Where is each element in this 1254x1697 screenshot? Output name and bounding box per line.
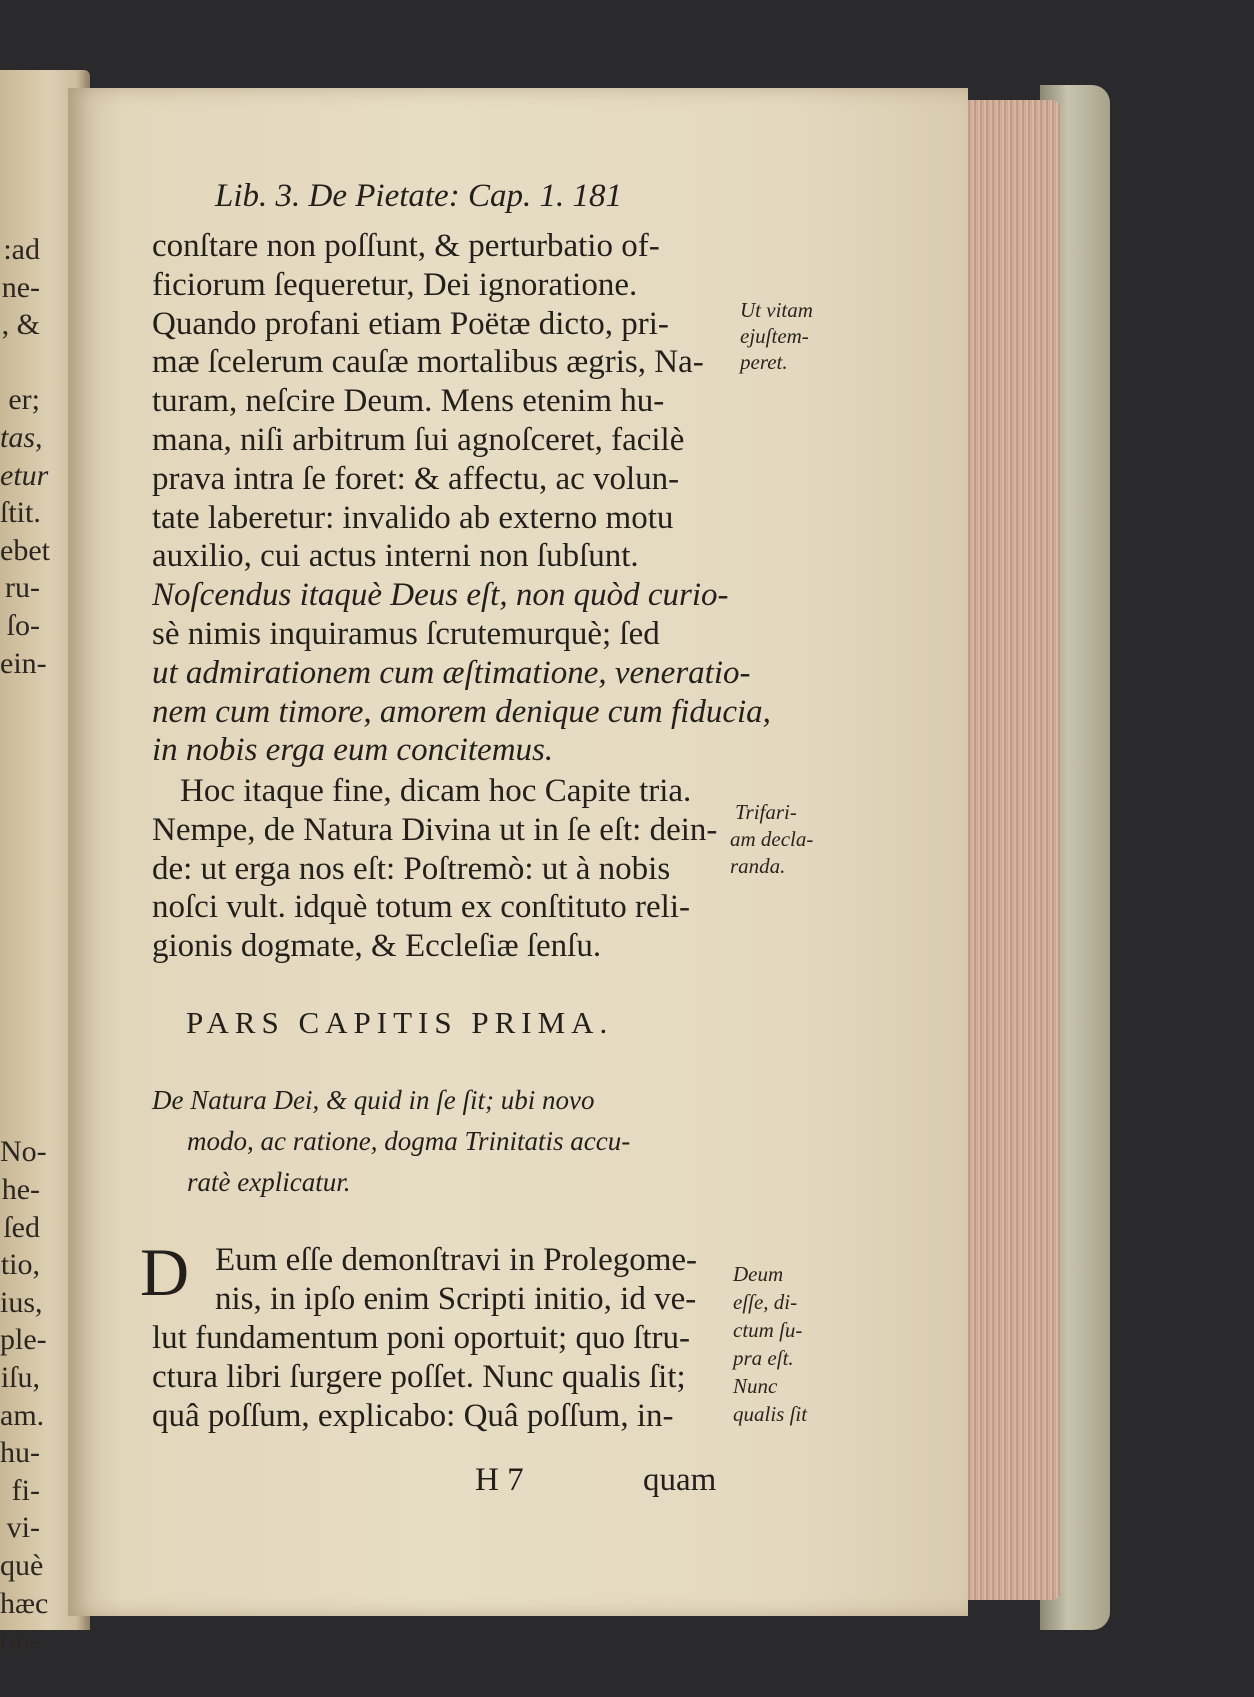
left-page-fragment: am. bbox=[0, 1398, 45, 1432]
margin-note-line: ctum ſu- bbox=[733, 1318, 803, 1342]
left-page-fragment: he- bbox=[1, 1173, 40, 1206]
body-line: mana, niſi arbitrum ſui agnoſceret, facilè bbox=[152, 422, 685, 458]
catchword: quam bbox=[643, 1462, 717, 1498]
body-line: ficiorum ſequeretur, Dei ignoratione. bbox=[152, 266, 638, 303]
margin-note-line: Ut vitam bbox=[740, 298, 813, 322]
left-page-fragment: què bbox=[0, 1549, 44, 1582]
final-line: lut fundamentum poni oportuit; quo ſtru- bbox=[152, 1320, 691, 1356]
left-page-fragment: tas, bbox=[0, 421, 43, 454]
body-line: nem cum timore, amorem denique cum fiducia, bbox=[152, 693, 771, 730]
left-page-fragment: ius, bbox=[0, 1285, 43, 1319]
body-line: Hoc itaque fine, dicam hoc Capite tria. bbox=[180, 773, 692, 809]
left-page-fragment: , & bbox=[1, 308, 40, 342]
margin-note-line: am decla- bbox=[730, 827, 814, 851]
margin-note-line: peret. bbox=[740, 350, 788, 374]
final-line: quâ poſſum, explicabo: Quâ poſſum, in- bbox=[152, 1398, 674, 1434]
left-page-fragment: vi- bbox=[6, 1511, 40, 1545]
left-page-fragment: ſed bbox=[3, 1210, 40, 1244]
body-line: ut admirationem cum æſtimatione, veneratio- bbox=[152, 654, 751, 691]
final-line: ctura libri ſurgere poſſet. Nunc qualis ſit; bbox=[152, 1359, 686, 1395]
body-line: de: ut erga nos eſt: Poſtremò: ut à nobis bbox=[152, 850, 671, 887]
final-line: nis, in ipſo enim Scripti initio, id ve- bbox=[215, 1281, 697, 1317]
margin-note-line: Nunc bbox=[733, 1374, 778, 1398]
drop-cap: D bbox=[140, 1234, 190, 1310]
left-page-fragment: ple- bbox=[0, 1323, 47, 1357]
left-page-fragment: ſtit. bbox=[0, 496, 41, 530]
running-header: Lib. 3. De Pietate: Cap. 1. 181 bbox=[215, 178, 622, 214]
margin-note-line: randa. bbox=[730, 854, 786, 878]
left-page-fragment: etur bbox=[0, 458, 49, 492]
left-page-fragment: er; bbox=[8, 383, 40, 417]
left-page-fragment: ne- bbox=[1, 270, 40, 304]
left-page-fragment: iſu, bbox=[0, 1361, 40, 1394]
page-stack-edges bbox=[965, 100, 1061, 1600]
body-line: mæ ſcelerum cauſæ mortalibus ægris, Na- bbox=[152, 344, 704, 381]
left-page-fragment: fi- bbox=[11, 1473, 40, 1507]
body-line: conſtare non poſſunt, & perturbatio of- bbox=[152, 228, 660, 264]
subtitle-line: ratè explicatur. bbox=[187, 1167, 351, 1197]
left-page-fragment: :ad bbox=[3, 233, 40, 266]
left-page-fragment: No- bbox=[0, 1135, 47, 1169]
final-line: Eum eſſe demonſtravi in Prolegome- bbox=[215, 1242, 698, 1278]
left-page-fragment: ſo- bbox=[6, 609, 40, 642]
section-title: PARS CAPITIS PRIMA. bbox=[186, 1005, 614, 1040]
body-line: Quando profani etiam Poëtæ dicto, pri- bbox=[152, 305, 669, 342]
margin-note-line: qualis ſit bbox=[733, 1402, 808, 1426]
body-line: gionis dogmate, & Eccleſiæ ſenſu. bbox=[152, 928, 602, 965]
body-line: turam, neſcire Deum. Mens etenim hu- bbox=[152, 383, 665, 420]
margin-note-line: ejuſtem- bbox=[740, 324, 809, 348]
margin-note-line: Trifari- bbox=[735, 800, 797, 824]
margin-note-line: eſſe, di- bbox=[733, 1290, 798, 1314]
body-line: sè nimis inquiramus ſcrutemurquè; ſed bbox=[152, 616, 660, 652]
left-page-fragment: ebet bbox=[0, 533, 50, 567]
subtitle-line: De Natura Dei, & quid in ſe ſit; ubi novo bbox=[152, 1085, 595, 1115]
left-page-fragment: on- bbox=[0, 1624, 40, 1658]
body-line: in nobis erga eum concitemus. bbox=[152, 732, 554, 769]
left-page-fragment: tio, bbox=[0, 1248, 40, 1282]
margin-note-line: pra eſt. bbox=[733, 1346, 794, 1370]
left-page-fragment: hu- bbox=[0, 1436, 40, 1470]
body-line: noſci vult. idquè totum ex conſtituto reli- bbox=[152, 889, 690, 926]
body-line: Nempe, de Natura Divina ut in ſe eſt: dein- bbox=[152, 811, 718, 848]
subtitle-line: modo, ac ratione, dogma Trinitatis accu- bbox=[187, 1126, 631, 1156]
signature-mark: H 7 bbox=[475, 1462, 524, 1498]
left-page-fragment: hæc bbox=[0, 1586, 49, 1620]
left-page-fragment: ru- bbox=[5, 571, 40, 605]
body-line: prava intra ſe foret: & affectu, ac volun- bbox=[152, 460, 680, 497]
body-line: auxilio, cui actus interni non ſubſunt. bbox=[152, 538, 639, 575]
body-line: tate laberetur: invalido ab externo motu bbox=[152, 499, 674, 536]
left-page-fragment: ein- bbox=[0, 646, 47, 680]
margin-note-line: Deum bbox=[733, 1262, 784, 1286]
body-line: Noſcendus itaquè Deus eſt, non quòd curio- bbox=[152, 577, 729, 614]
